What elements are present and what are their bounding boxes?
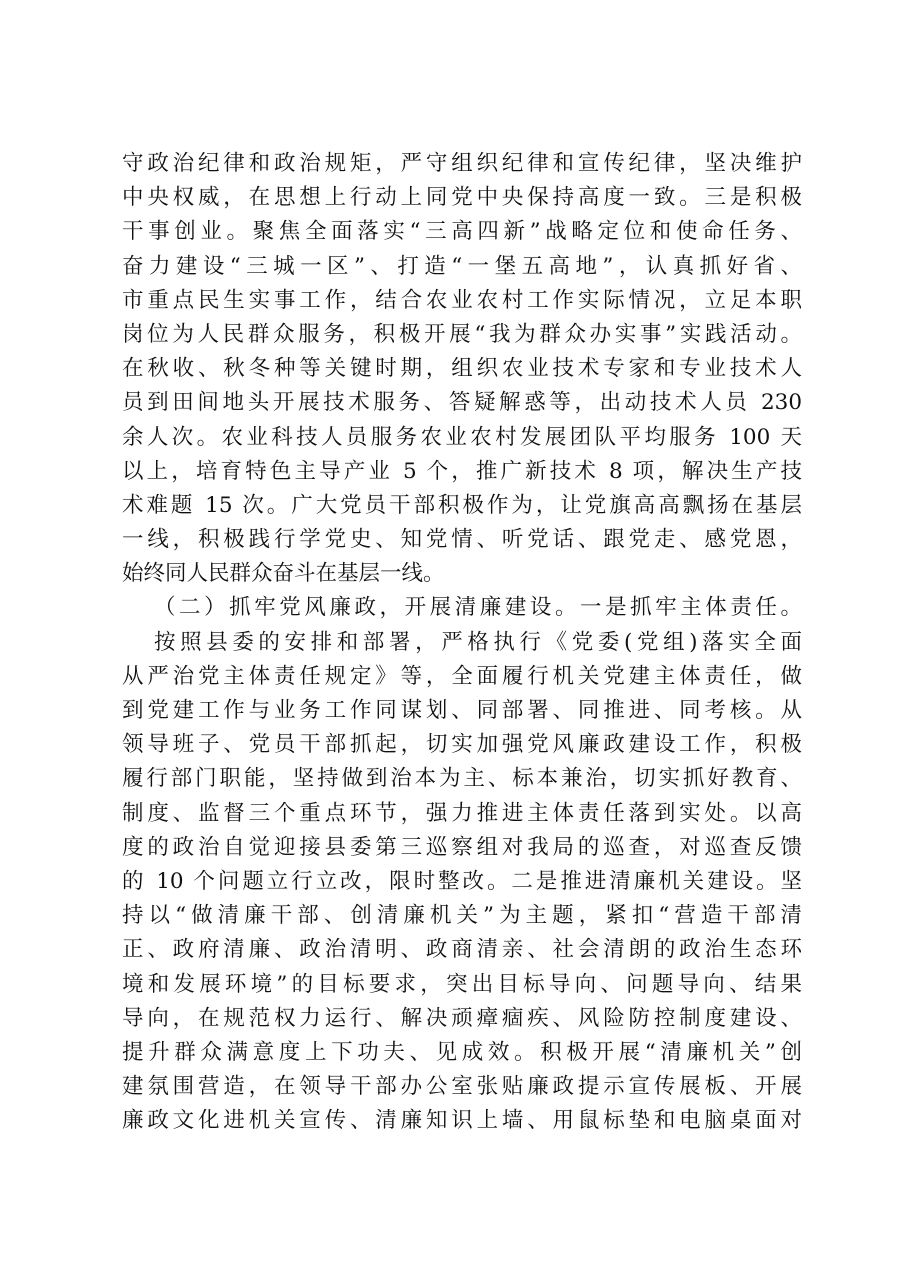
text-line: 度的政治自觉迎接县委第三巡察组对我局的巡查，对巡查反馈 [122, 834, 802, 860]
text-line: 到党建工作与业务工作同谋划、同部署、同推进、同考核。从 [122, 698, 802, 723]
text-line: 中央权威，在思想上行动上同党中央保持高度一致。三是积极 [122, 185, 802, 211]
text-line: 提升群众满意度上下功夫、见成效。积极开展“清廉机关”创 [122, 1039, 802, 1065]
text-line: 守政治纪律和政治规矩，严守组织纪律和宣传纪律，坚决维护 [122, 151, 802, 176]
body-text [122, 147, 802, 1138]
text-line: 境和发展环境”的目标要求，突出目标导向、问题导向、结果 [122, 971, 802, 997]
text-line: 一线，积极践行学党史、知党情、听党话、跟党走、感党恩， [122, 527, 802, 553]
text-line: 始终同人民群众奋斗在基层一线。 [122, 561, 445, 587]
text-line: 在秋收、秋冬种等关键时期，组织农业技术专家和专业技术人 [122, 356, 802, 382]
text-line: 制度、监督三个重点环节，强力推进主体责任落到实处。以高 [122, 800, 802, 826]
text-line: 履行部门职能，坚持做到治本为主、标本兼治，切实抓好教育、 [122, 766, 802, 792]
text-line: （二）抓牢党风廉政，开展清廉建设。一是抓牢主体责任。 [154, 595, 802, 621]
text-line: 建氛围营造，在领导干部办公室张贴廉政提示宣传展板、开展 [122, 1074, 802, 1100]
text-line: 术难题 15 次。广大党员干部积极作为，让党旗高高飘扬在基层 [122, 492, 802, 518]
text-line: 从严治党主体责任规定》等，全面履行机关党建主体责任，做 [122, 663, 802, 689]
text-line: 按照县委的安排和部署，严格执行《党委(党组)落实全面 [154, 629, 802, 655]
text-line: 干事创业。聚焦全面落实“三高四新”战略定位和使命任务、 [122, 219, 802, 245]
text-line: 余人次。农业科技人员服务农业农村发展团队平均服务 100 天 [122, 424, 802, 450]
text-line: 持以“做清廉干部、创清廉机关”为主题，紧扣“营造干部清 [122, 903, 802, 929]
text-line: 廉政文化进机关宣传、清廉知识上墙、用鼠标垫和电脑桌面对 [122, 1108, 802, 1134]
text-line: 导向，在规范权力运行、解决顽瘴痼疾、风险防控制度建设、 [122, 1005, 802, 1031]
text-line: 岗位为人民群众服务，积极开展“我为群众办实事”实践活动。 [122, 321, 802, 347]
text-line: 的 10 个问题立行立改，限时整改。二是推进清廉机关建设。坚 [122, 868, 802, 894]
text-line: 正、政府清廉、政治清明、政商清亲、社会清朗的政治生态环 [122, 937, 802, 963]
text-line: 市重点民生实事工作，结合农业农村工作实际情况，立足本职 [122, 287, 802, 313]
text-line: 员到田间地头开展技术服务、答疑解惑等，出动技术人员 230 [122, 390, 802, 416]
text-line: 奋力建设“三城一区”、打造“一堡五高地”，认真抓好省、 [122, 253, 802, 279]
text-line: 领导班子、党员干部抓起，切实加强党风廉政建设工作，积极 [122, 732, 802, 758]
text-line: 以上，培育特色主导产业 5 个，推广新技术 8 项，解决生产技 [122, 458, 802, 484]
